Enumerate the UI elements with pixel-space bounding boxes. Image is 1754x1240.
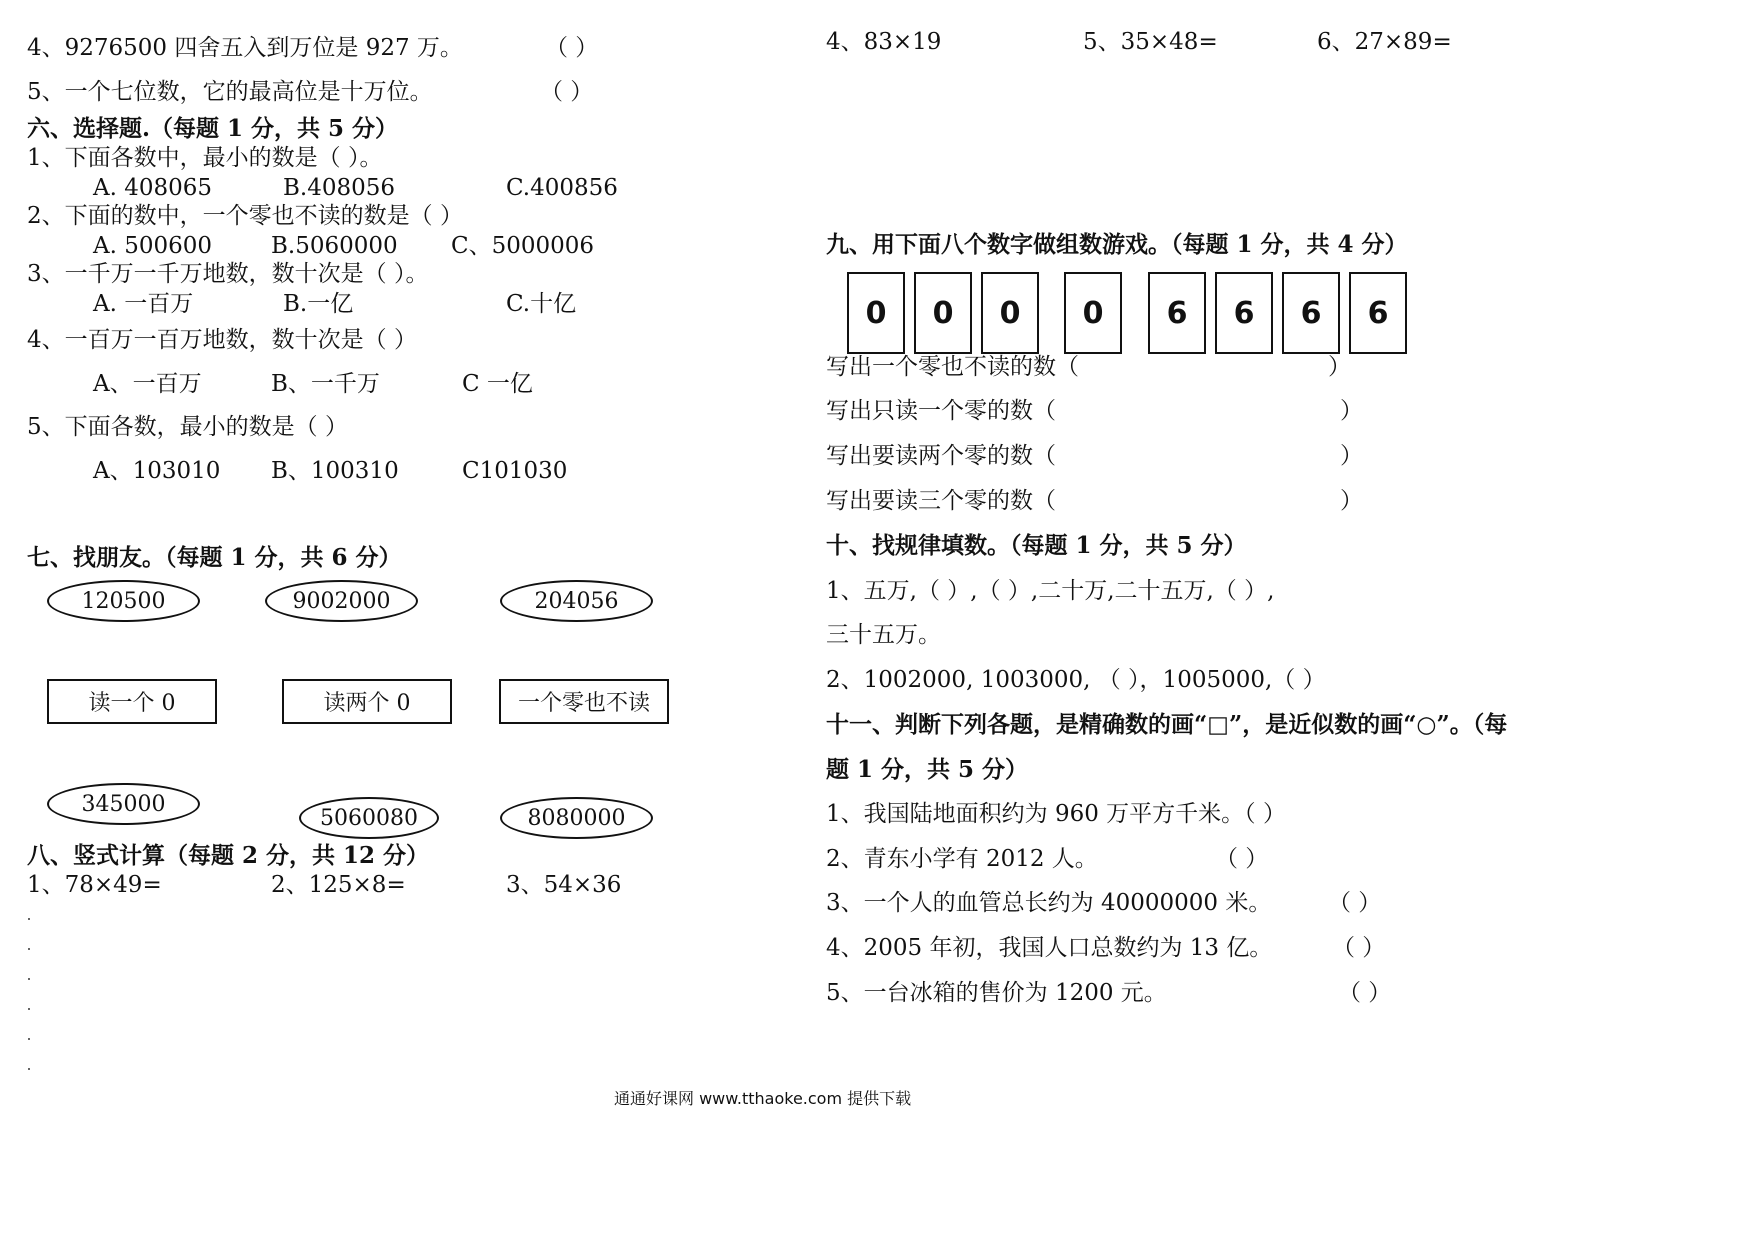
- s11-question-1: 1、我国陆地面积约为 960 万平方千米。（ ）: [826, 801, 1286, 827]
- section-8-title: 八、竖式计算（每题 2 分，共 12 分）: [27, 842, 430, 869]
- s6-question-5: 5、下面各数，最小的数是（ ）: [27, 414, 348, 440]
- s8-problem-3: 3、54×36: [506, 872, 622, 898]
- s11-answer-paren-5[interactable]: （ ）: [1338, 980, 1392, 1006]
- s6-q5-option-a: A、103010: [93, 458, 221, 484]
- s11-question-2: 2、青东小学有 2012 人。: [826, 846, 1098, 872]
- digit-card-0: 0: [914, 272, 972, 354]
- s10-question-1-continued: 三十五万。: [826, 622, 941, 648]
- s6-question-2: 2、下面的数中，一个零也不读的数是（ ）: [27, 203, 463, 229]
- digit-card-6: 6: [1148, 272, 1206, 354]
- s8-problem-4: 4、83×19: [826, 29, 942, 55]
- s10-question-2: 2、1002000, 1003000, （ ），1005000,（ ）: [826, 667, 1326, 693]
- s10-question-1: 1、五万,（ ）,（ ）,二十万,二十五万,（ ）,: [826, 578, 1275, 604]
- s9-item-3-label: 写出要读两个零的数（: [826, 443, 1056, 469]
- s11-answer-paren-4[interactable]: （ ）: [1332, 935, 1386, 961]
- s7-oval-8080000[interactable]: 8080000: [500, 797, 653, 839]
- s6-q4-option-b: B、一千万: [271, 371, 380, 397]
- digit-card-0: 0: [847, 272, 905, 354]
- s7-oval-204056[interactable]: 204056: [500, 580, 653, 622]
- s9-item-2-close: ）: [1340, 398, 1363, 424]
- margin-dot: [28, 1008, 30, 1010]
- s8-problem-2: 2、125×8=: [271, 872, 406, 898]
- s6-q1-option-a: A. 408065: [93, 175, 213, 201]
- s11-answer-paren-2[interactable]: （ ）: [1215, 846, 1269, 872]
- s11-question-5: 5、一台冰箱的售价为 1200 元。: [826, 980, 1167, 1006]
- margin-dot: [28, 918, 30, 920]
- s6-q5-option-c: C101030: [462, 458, 568, 484]
- s8-problem-1: 1、78×49=: [27, 872, 162, 898]
- s6-q3-option-c: C.十亿: [506, 291, 577, 317]
- s7-box-read-one-zero[interactable]: 读一个 0: [47, 679, 217, 724]
- s6-q4-option-a: A、一百万: [93, 371, 202, 397]
- s7-oval-345000[interactable]: 345000: [47, 783, 200, 825]
- s5-answer-paren-4[interactable]: （ ）: [545, 35, 599, 61]
- margin-dot: [28, 1038, 30, 1040]
- s6-q2-option-a: A. 500600: [93, 233, 213, 259]
- s5-question-4: 4、9276500 四舍五入到万位是 927 万。: [27, 35, 463, 61]
- s8-problem-6: 6、27×89=: [1317, 29, 1452, 55]
- s6-q2-option-b: B.5060000: [271, 233, 398, 259]
- s7-box-read-no-zero[interactable]: 一个零也不读: [499, 679, 669, 724]
- footer-credit: 通通好课网 www.tthaoke.com 提供下载: [614, 1089, 912, 1108]
- s6-q3-option-a: A. 一百万: [93, 291, 194, 317]
- margin-dot: [28, 978, 30, 980]
- s6-question-4: 4、一百万一百万地数，数十次是（ ）: [27, 327, 417, 353]
- s11-question-4: 4、2005 年初，我国人口总数约为 13 亿。: [826, 935, 1273, 961]
- s7-oval-120500[interactable]: 120500: [47, 580, 200, 622]
- s6-q5-option-b: B、100310: [271, 458, 399, 484]
- digit-card-6: 6: [1349, 272, 1407, 354]
- s6-q1-option-b: B.408056: [283, 175, 396, 201]
- s6-question-3: 3、一千万一千万地数，数十次是（ ）。: [27, 261, 429, 287]
- s6-q4-option-c: C 一亿: [462, 371, 533, 397]
- digit-card-6: 6: [1215, 272, 1273, 354]
- section-10-title: 十、找规律填数。（每题 1 分，共 5 分）: [826, 532, 1247, 559]
- s9-item-3-close: ）: [1340, 443, 1363, 469]
- s6-question-1: 1、下面各数中，最小的数是（ ）。: [27, 145, 383, 171]
- s9-item-4-close: ）: [1340, 488, 1363, 514]
- s7-oval-9002000[interactable]: 9002000: [265, 580, 418, 622]
- section-7-title: 七、找朋友。（每题 1 分，共 6 分）: [27, 544, 402, 571]
- margin-dot: [28, 948, 30, 950]
- s7-oval-5060080[interactable]: 5060080: [299, 797, 439, 839]
- s7-box-read-two-zeros[interactable]: 读两个 0: [282, 679, 452, 724]
- s11-question-3: 3、一个人的血管总长约为 40000000 米。: [826, 890, 1272, 916]
- s8-problem-5: 5、35×48=: [1083, 29, 1218, 55]
- s5-answer-paren-5[interactable]: （ ）: [540, 79, 594, 105]
- s6-q2-option-c: C、5000006: [451, 233, 595, 259]
- section-11-title: 十一、判断下列各题，是精确数的画“□”，是近似数的画“○”。（每: [826, 711, 1508, 738]
- digit-card-0: 0: [981, 272, 1039, 354]
- section-9-title: 九、用下面八个数字做组数游戏。（每题 1 分，共 4 分）: [826, 231, 1408, 258]
- s9-item-4-label: 写出要读三个零的数（: [826, 488, 1056, 514]
- digit-card-6: 6: [1282, 272, 1340, 354]
- s11-answer-paren-3[interactable]: （ ）: [1328, 890, 1382, 916]
- margin-dot: [28, 1068, 30, 1070]
- s6-q3-option-b: B.一亿: [283, 291, 354, 317]
- s6-q1-option-c: C.400856: [506, 175, 618, 201]
- s5-question-5: 5、一个七位数，它的最高位是十万位。: [27, 79, 433, 105]
- s9-item-2-label: 写出只读一个零的数（: [826, 398, 1056, 424]
- digit-card-0: 0: [1064, 272, 1122, 354]
- section-6-title: 六、选择题.（每题 1 分，共 5 分）: [27, 115, 399, 142]
- s9-item-1-label: 写出一个零也不读的数（: [826, 354, 1079, 380]
- section-11-title-continued: 题 1 分，共 5 分）: [826, 756, 1029, 783]
- s9-item-1-close: ）: [1328, 354, 1351, 380]
